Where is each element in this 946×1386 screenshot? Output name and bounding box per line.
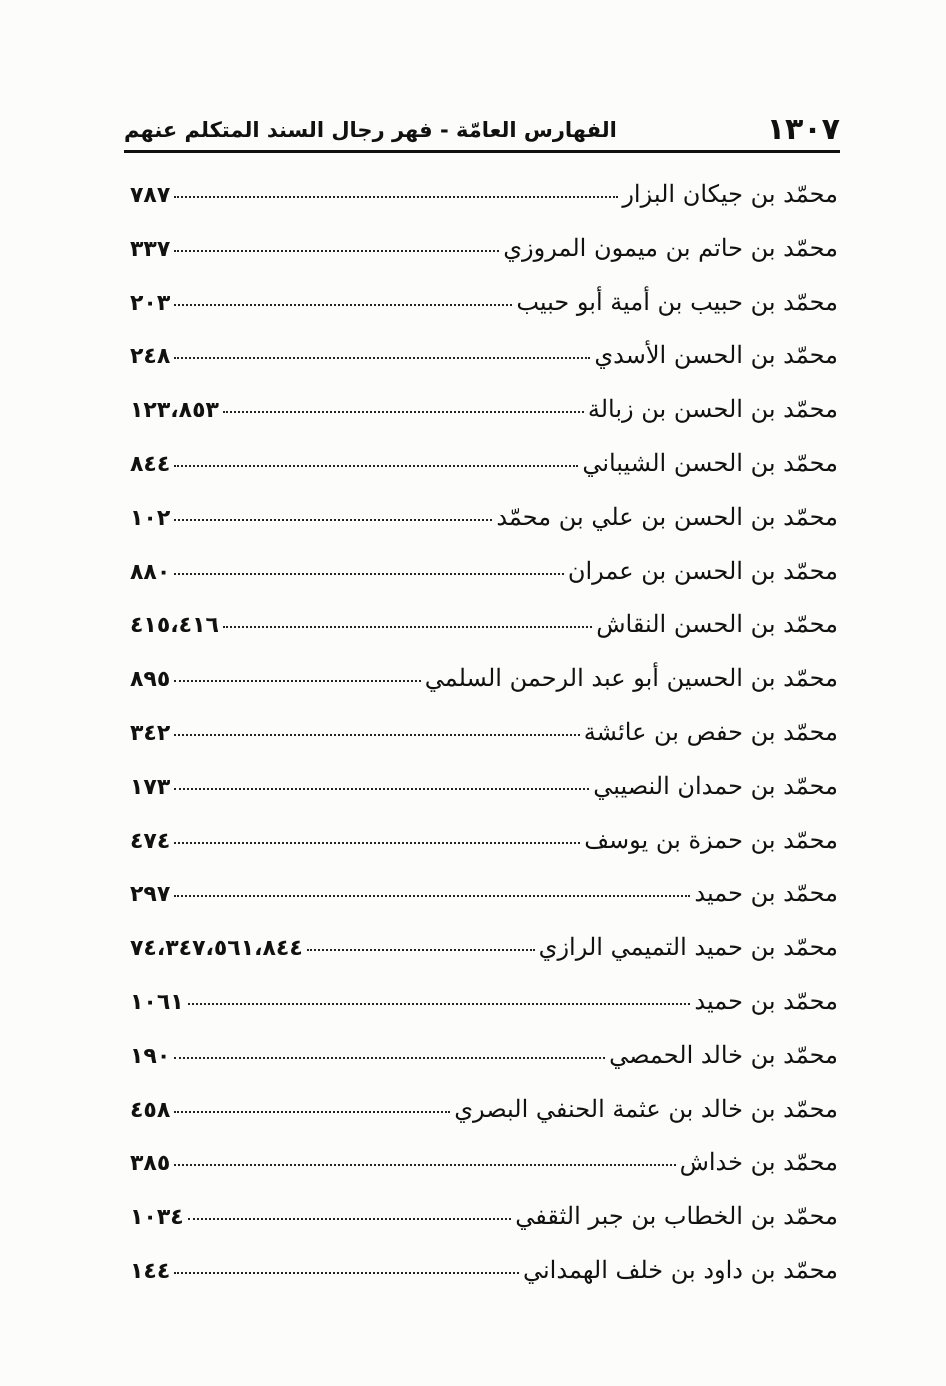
- entry-page-numbers: ٢٠٣: [130, 290, 171, 316]
- dot-leader: [174, 895, 690, 897]
- index-entry: [130, 610, 838, 664]
- index-entries: [130, 180, 838, 1310]
- dot-leader: [174, 1111, 450, 1113]
- entry-name: محمّد بن خالد الحمصي: [609, 1040, 838, 1069]
- dot-leader: [174, 1272, 519, 1274]
- entry-page-numbers: ١٠٣٤: [130, 1205, 184, 1231]
- index-entry: [130, 1041, 838, 1095]
- index-entry: [130, 933, 838, 987]
- entry-page-numbers: ٨٩٥: [130, 667, 171, 693]
- entry-name: محمّد بن حبيب بن أمية أبو حبيب: [516, 287, 838, 316]
- dot-leader: [174, 573, 564, 575]
- index-entry: [130, 1148, 838, 1202]
- dot-leader: [174, 304, 512, 306]
- entry-name: محمّد بن حميد: [694, 986, 838, 1015]
- entry-page-numbers: ١٤٤: [130, 1258, 171, 1284]
- entry-name: محمّد بن الخطاب بن جبر الثقفي: [515, 1202, 838, 1231]
- entry-page-numbers: ٨٨٠: [130, 559, 171, 585]
- entry-page-numbers: ١٠٦١: [130, 989, 184, 1015]
- entry-name: محمّد بن الحسن الأسدي: [594, 341, 838, 370]
- entry-name: محمّد بن داود بن خلف الهمداني: [523, 1255, 838, 1284]
- index-entry: [130, 879, 838, 933]
- index-entry: [130, 503, 838, 557]
- page-header: [124, 110, 840, 150]
- entry-page-numbers: ٢٩٧: [130, 882, 171, 908]
- entry-page-numbers: ٤١٥،٤١٦: [130, 613, 219, 639]
- entry-name: محمّد بن حميد التميمي الرازي: [538, 933, 838, 962]
- running-title: الفهارس العامّة - فهر رجال السند المتكلم عنهم: [124, 118, 617, 142]
- dot-leader: [174, 519, 492, 521]
- index-entry: [130, 288, 838, 342]
- dot-leader: [174, 357, 590, 359]
- dot-leader: [174, 196, 618, 198]
- entry-page-numbers: ١٩٠: [130, 1043, 171, 1069]
- entry-page-numbers: ١٢٣،٨٥٣: [130, 398, 219, 424]
- entry-page-numbers: ٣٣٧: [130, 236, 171, 262]
- dot-leader: [188, 1218, 512, 1220]
- dot-leader: [174, 842, 580, 844]
- index-entry: [130, 395, 838, 449]
- entry-page-numbers: ٨٤٤: [130, 451, 171, 477]
- dot-leader: [174, 1057, 605, 1059]
- page-number: ١٣٠٧: [766, 112, 840, 147]
- index-entry: [130, 1256, 838, 1310]
- entry-page-numbers: ٢٤٨: [130, 344, 171, 370]
- index-entry: [130, 234, 838, 288]
- dot-leader: [174, 788, 589, 790]
- entry-name: محمّد بن حاتم بن ميمون المروزي: [503, 233, 838, 262]
- index-entry: [130, 341, 838, 395]
- entry-name: محمّد بن الحسن بن عمران: [567, 556, 838, 585]
- entry-page-numbers: ١٠٢: [130, 505, 171, 531]
- index-entry: [130, 1095, 838, 1149]
- entry-name: محمّد بن حمزة بن يوسف: [584, 825, 838, 854]
- header-rule: [124, 150, 840, 153]
- dot-leader: [174, 465, 578, 467]
- entry-page-numbers: ٣٨٥: [130, 1151, 171, 1177]
- entry-name: محمّد بن خداش: [679, 1148, 838, 1177]
- index-entry: [130, 826, 838, 880]
- entry-name: محمّد بن الحسن الشيباني: [582, 448, 838, 477]
- dot-leader: [174, 734, 580, 736]
- entry-page-numbers: ٧٤،٣٤٧،٥٦١،٨٤٤: [130, 936, 303, 962]
- entry-page-numbers: ٤٧٤: [130, 828, 171, 854]
- index-entry: [130, 180, 838, 234]
- dot-leader: [223, 411, 584, 413]
- entry-name: محمّد بن الحسين أبو عبد الرحمن السلمي: [424, 664, 838, 693]
- entry-name: محمّد بن الحسن بن زبالة: [587, 395, 838, 424]
- entry-page-numbers: ٣٤٢: [130, 720, 171, 746]
- entry-name: محمّد بن حمدان النصيبي: [593, 771, 838, 800]
- index-entry: [130, 772, 838, 826]
- index-entry: [130, 1202, 838, 1256]
- entry-name: محمّد بن حميد: [694, 879, 838, 908]
- entry-name: محمّد بن الحسن بن علي بن محمّد: [496, 502, 838, 531]
- index-entry: [130, 557, 838, 611]
- entry-page-numbers: ٤٥٨: [130, 1097, 171, 1123]
- index-entry: [130, 718, 838, 772]
- index-entry: [130, 987, 838, 1041]
- entry-name: محمّد بن خالد بن عثمة الحنفي البصري: [454, 1094, 838, 1123]
- dot-leader: [223, 626, 592, 628]
- entry-name: محمّد بن حفص بن عائشة: [583, 717, 838, 746]
- dot-leader: [174, 680, 420, 682]
- index-entry: [130, 449, 838, 503]
- dot-leader: [174, 250, 499, 252]
- entry-name: محمّد بن جيكان البزار: [622, 180, 838, 208]
- entry-page-numbers: ٧٨٧: [130, 183, 171, 208]
- entry-name: محمّد بن الحسن النقاش: [596, 610, 838, 639]
- dot-leader: [188, 1003, 691, 1005]
- index-entry: [130, 664, 838, 718]
- dot-leader: [307, 949, 535, 951]
- entry-page-numbers: ١٧٣: [130, 774, 171, 800]
- dot-leader: [174, 1164, 675, 1166]
